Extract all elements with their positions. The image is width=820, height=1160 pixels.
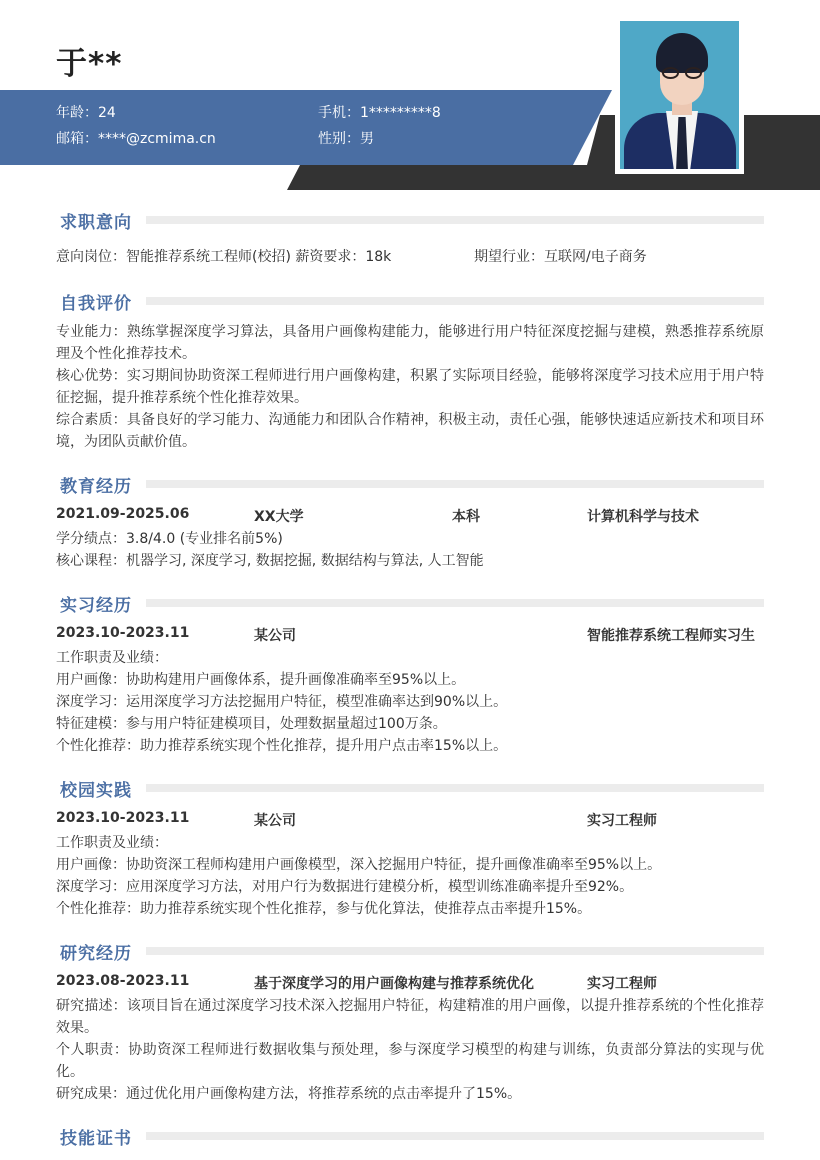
section-skills	[56, 1124, 764, 1148]
research-role: 实习工程师	[587, 976, 657, 992]
section-divider	[146, 784, 764, 792]
section-divider	[146, 599, 764, 607]
campus-line: 深度学习：应用深度学习方法，对用户行为数据进行建模分析，模型训练准确率提升至92%。	[56, 879, 634, 895]
email-field: 邮箱：****@zcmima.cn	[56, 131, 216, 147]
research-paragraph: 研究描述：该项目旨在通过深度学习技术深入挖掘用户特征，构建精准的用户画像，以提升推荐系统的个性化推荐效果。	[56, 998, 764, 1036]
internship-role: 智能推荐系统工程师实习生	[587, 628, 755, 644]
education-line: 学分绩点：3.8/4.0 (专业排名前5%)	[56, 531, 283, 547]
section-job-intent	[56, 208, 764, 268]
internship-line: 个性化推荐：助力推荐系统实现个性化推荐，提升用户点击率15%以上。	[56, 738, 508, 754]
research-paragraph: 研究成果：通过优化用户画像构建方法，将推荐系统的点击率提升了15%。	[56, 1086, 522, 1102]
education-date: 2021.09-2025.06	[56, 506, 190, 522]
education-school: XX大学	[254, 509, 304, 525]
section-divider	[146, 1132, 764, 1140]
phone-field: 手机：1*********8	[318, 105, 441, 121]
education-line: 核心课程：机器学习, 深度学习, 数据挖掘, 数据结构与算法, 人工智能	[56, 553, 484, 569]
section-header	[56, 591, 764, 615]
section-header	[56, 1124, 764, 1148]
self-eval-paragraph: 综合素质：具备良好的学习能力、沟通能力和团队合作精神，积极主动，责任心强，能够快速适应新技术和项目环境，为团队贡献价值。	[56, 412, 764, 450]
section-title: 求职意向	[60, 213, 132, 233]
research-row	[56, 973, 764, 995]
research-paragraph: 个人职责：协助资深工程师进行数据收集与预处理，参与深度学习模型的构建与训练，负责部分算法的实现与优化。	[56, 1042, 764, 1080]
section-title: 教育经历	[60, 477, 132, 497]
self-eval-paragraph: 核心优势：实习期间协助资深工程师进行用户画像构建，积累了实际项目经验，能够将深度学习技术应用于用户特征挖掘，提升推荐系统个性化推荐效果。	[56, 368, 764, 406]
intent-position: 意向岗位：智能推荐系统工程师(校招) 薪资要求：18k	[56, 249, 392, 265]
section-header	[56, 776, 764, 800]
internship-row	[56, 625, 764, 647]
campus-date: 2023.10-2023.11	[56, 810, 190, 826]
internship-line: 用户画像：协助构建用户画像体系，提升画像准确率至95%以上。	[56, 672, 466, 688]
campus-line: 用户画像：协助资深工程师构建用户画像模型，深入挖掘用户特征，提升画像准确率至95%以上。	[56, 857, 662, 873]
internship-line: 特征建模：参与用户特征建模项目，处理数据量超过100万条。	[56, 716, 447, 732]
section-research	[56, 939, 764, 1105]
section-divider	[146, 297, 764, 305]
section-divider	[146, 216, 764, 224]
intent-row	[56, 246, 764, 268]
section-title: 校园实践	[60, 781, 132, 801]
section-title: 研究经历	[60, 944, 132, 964]
section-campus-practice	[56, 776, 764, 920]
age-field: 年龄：24	[56, 105, 116, 121]
campus-company: 某公司	[254, 813, 296, 829]
section-education	[56, 472, 764, 572]
internship-line: 深度学习：运用深度学习方法挖掘用户特征，模型准确率达到90%以上。	[56, 694, 508, 710]
education-degree: 本科	[452, 509, 480, 525]
self-eval-paragraph: 专业能力：熟练掌握深度学习算法，具备用户画像构建能力，能够进行用户特征深度挖掘与建模，熟悉推荐系统原理及个性化推荐技术。	[56, 324, 764, 362]
campus-line: 工作职责及业绩：	[56, 835, 168, 851]
internship-date: 2023.10-2023.11	[56, 625, 190, 641]
campus-line: 个性化推荐：助力推荐系统实现个性化推荐，参与优化算法，使推荐点击率提升15%。	[56, 901, 592, 917]
section-header	[56, 472, 764, 496]
section-divider	[146, 480, 764, 488]
photo-glasses	[662, 67, 702, 79]
education-major: 计算机科学与技术	[587, 509, 699, 525]
section-header	[56, 939, 764, 963]
section-title: 实习经历	[60, 596, 132, 616]
campus-role: 实习工程师	[587, 813, 657, 829]
internship-line: 工作职责及业绩：	[56, 650, 168, 666]
section-internship	[56, 591, 764, 757]
profile-photo-frame	[615, 16, 744, 174]
section-divider	[146, 947, 764, 955]
section-header	[56, 289, 764, 313]
research-project: 基于深度学习的用户画像构建与推荐系统优化	[254, 976, 534, 992]
profile-photo	[620, 21, 739, 169]
section-title: 技能证书	[60, 1129, 132, 1149]
section-header	[56, 208, 764, 232]
research-date: 2023.08-2023.11	[56, 973, 190, 989]
section-self-evaluation	[56, 289, 764, 453]
education-row	[56, 506, 764, 528]
section-title: 自我评价	[60, 294, 132, 314]
gender-field: 性别：男	[318, 131, 374, 147]
internship-company: 某公司	[254, 628, 296, 644]
candidate-name: 于**	[56, 46, 123, 82]
intent-industry: 期望行业：互联网/电子商务	[474, 249, 647, 265]
campus-row	[56, 810, 764, 832]
